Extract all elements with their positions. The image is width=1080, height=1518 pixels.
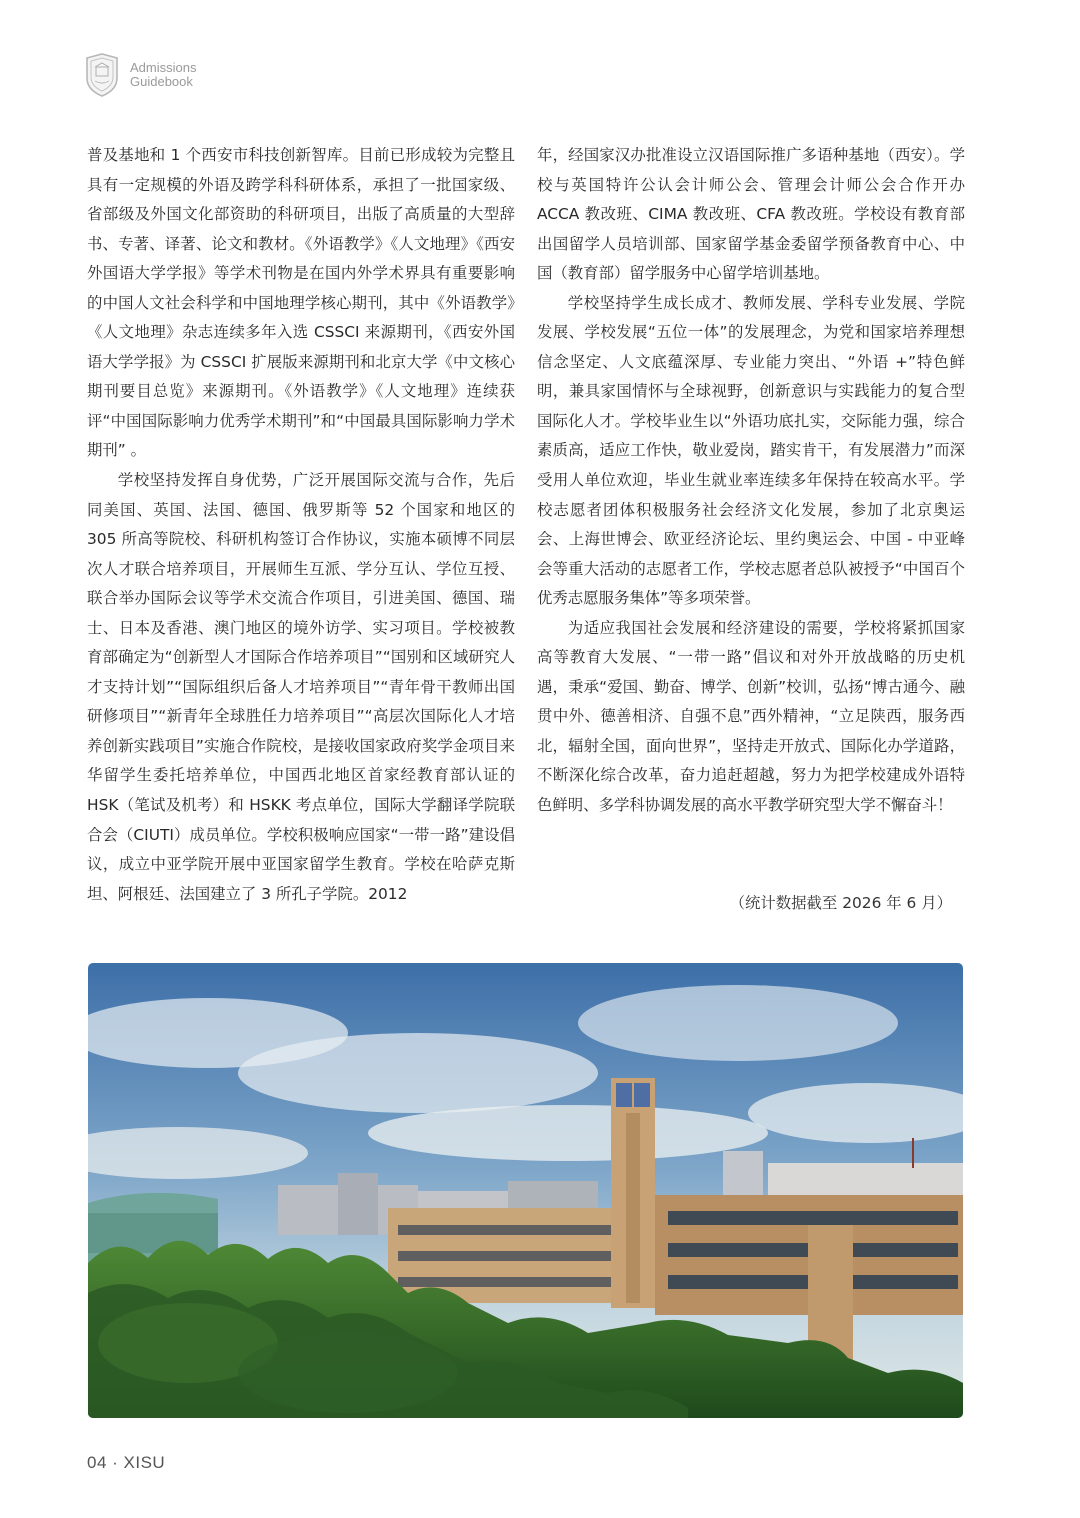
paragraph: 年，经国家汉办批准设立汉语国际推广多语种基地（西安）。学校与英国特许公认会计师公会、管理会计师公会合作开办 ACCA 教改班、CIMA 教改班、CFA 教改班。学校设有教育部出国留学人员培训部、国家留学基金委留学预备教育中心、中国（教育部）留学服务中心留学培训基地。: [537, 146, 965, 283]
left-text-column: [87, 141, 515, 909]
paragraph: 普及基地和 1 个西安市科技创新智库。目前已形成较为完整且具有一定规模的外语及跨学科科研体系，承担了一批国家级、省部级及外国文化部资助的科研项目，出版了高质量的大型辞书、专著、译著、论文和教材。《外语教学》《人文地理》《西安外国语大学学报》等学术刊物是在国内外学术界具有重要影响的中国人文社会科学和中国地理学核心期刊，其中《外语教学》《人文地理》杂志连续多年入选 CSSCI 来源期刊，《西安外国语大学学报》为 CSSCI 扩展版来源期刊和北京大学《中文核心期刊要目总览》来源期刊。《外语教学》《人文地理》连续获评“中国国际影响力优秀学术期刊”和“中国最具国际影响力学术期刊” 。: [87, 146, 515, 460]
right-text-column: [537, 141, 965, 821]
header-line-1: Admissions: [130, 60, 197, 75]
page-footer: 04 · XISU: [87, 1453, 166, 1472]
paragraph: 为适应我国社会发展和经济建设的需要，学校将紧抓国家高等教育大发展、“一带一路”倡议和对外开放战略的历史机遇，秉承“爱国、勤奋、博学、创新”校训，弘扬“博古通今、融贯中外、德善相济、自强不息”西外精神，“立足陕西，服务西北，辐射全国，面向世界”，坚持走开放式、国际化办学道路，不断深化综合改革，奋力追赶超越，努力为把学校建成外语特色鲜明、多学科协调发展的高水平教学研究型大学不懈奋斗！: [537, 618, 965, 815]
university-logo: [84, 52, 120, 98]
page-header: [84, 50, 196, 100]
paragraph: 学校坚持学生成长成才、教师发展、学科专业发展、学院发展、学校发展“五位一体”的发展理念，为党和国家培养理想信念坚定、人文底蕴深厚、专业能力突出、“外语 +”特色鲜明，兼具家国情怀与全球视野，创新意识与实践能力的复合型国际化人才。学校毕业生以“外语功底扎实，交际能力强，综合素质高，适应工作快，敬业爱岗，踏实肯干，有发展潜力”而深受用人单位欢迎，毕业生就业率连续多年保持在较高水平。学校志愿者团体积极服务社会经济文化发展，参加了北京奥运会、上海世博会、欧亚经济论坛、里约奥运会、中国 - 中亚峰会等重大活动的志愿者工作，学校志愿者总队被授予“中国百个优秀志愿服务集体”等多项荣誉。: [537, 293, 965, 608]
campus-photo: [88, 963, 963, 1418]
statistics-note: （统计数据截至 2026 年 6 月）: [729, 894, 952, 912]
paragraph: 学校坚持发挥自身优势，广泛开展国际交流与合作，先后同美国、英国、法国、德国、俄罗斯等 52 个国家和地区的 305 所高等院校、科研机构签订合作协议，实施本硕博不同层次人才联合培养项目，开展师生互派、学分互认、学位互授、联合举办国际会议等学术交流合作项目，引进美国、德国、瑞士、日本及香港、澳门地区的境外访学、实习项目。学校被教育部确定为“创新型人才国际合作培养项目”“国别和区域研究人才支持计划”“国际组织后备人才培养项目”“青年骨干教师出国研修项目”“新青年全球胜任力培养项目”“高层次国际化人才培养创新实践项目”实施合作院校，是接收国家政府奖学金项目来华留学生委托培养单位，中国西北地区首家经教育部认证的 HSK（笔试及机考）和 HSKK 考点单位，国际大学翻译学院联合会（CIUTI）成员单位。学校积极响应国家“一带一路”建设倡议，成立中亚学院开展中亚国家留学生教育。学校在哈萨克斯坦、阿根廷、法国建立了 3 所孔子学院。2012: [87, 471, 515, 903]
header-line-2: Guidebook: [130, 74, 193, 89]
